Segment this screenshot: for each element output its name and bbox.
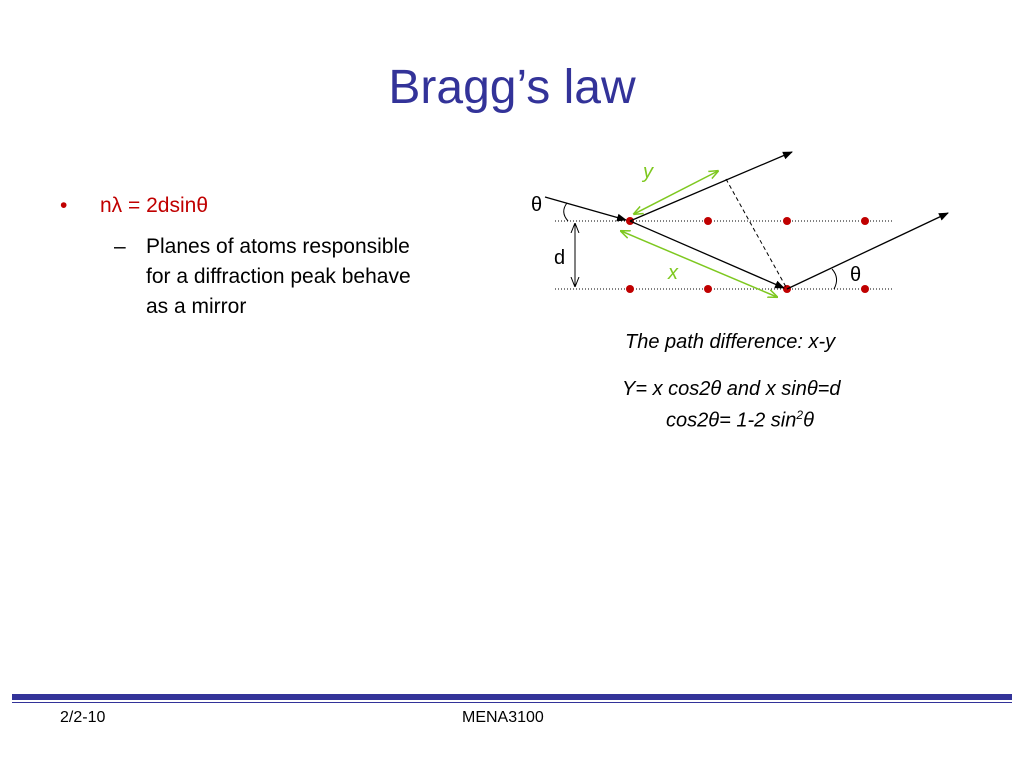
sub-bullet-marker: – xyxy=(114,235,126,258)
sub-bullet-line: as a mirror xyxy=(146,295,247,318)
atom xyxy=(704,217,712,225)
slide-title: Bragg’s law xyxy=(388,61,636,114)
equation-line-2-superscript: 2 xyxy=(796,408,804,422)
footer-divider xyxy=(12,694,1012,700)
equation-line-1: Y= x cos2θ and x sinθ=d xyxy=(622,378,841,400)
incident-ray-upper xyxy=(545,197,626,220)
x-label: x xyxy=(668,262,678,284)
reflected-ray-upper xyxy=(630,152,792,221)
footer-divider-thin xyxy=(12,702,1012,703)
atom xyxy=(626,285,634,293)
sub-bullet-line: Planes of atoms responsible xyxy=(146,235,410,258)
footer-date: 2/2-10 xyxy=(60,709,106,726)
y-label: y xyxy=(643,161,653,183)
equation-line-2-prefix: cos2θ= 1-2 sin xyxy=(666,409,797,432)
atoms xyxy=(626,217,869,293)
path-difference-caption: The path difference: x-y xyxy=(625,331,836,353)
incident-ray-lower xyxy=(630,221,784,288)
theta-incident-label: θ xyxy=(531,194,543,216)
bullet-marker: • xyxy=(60,194,68,217)
bragg-equation: nλ = 2dsinθ xyxy=(100,194,208,217)
sub-bullet-line: for a diffraction peak behave xyxy=(146,265,411,288)
path-x-arrow xyxy=(621,231,777,297)
theta-reflected-label: θ xyxy=(850,264,862,286)
atom xyxy=(783,217,791,225)
footer-course: MENA3100 xyxy=(462,709,544,726)
equation-line-2-suffix: θ xyxy=(803,409,814,432)
atom xyxy=(861,217,869,225)
atom xyxy=(704,285,712,293)
theta-arc-incident xyxy=(564,203,568,221)
theta-arc-reflected xyxy=(832,269,837,289)
reflected-ray-lower xyxy=(787,213,948,289)
d-label: d xyxy=(554,247,566,269)
equation-line-2 xyxy=(666,408,814,433)
wavefront-line xyxy=(726,179,786,287)
atom xyxy=(861,285,869,293)
